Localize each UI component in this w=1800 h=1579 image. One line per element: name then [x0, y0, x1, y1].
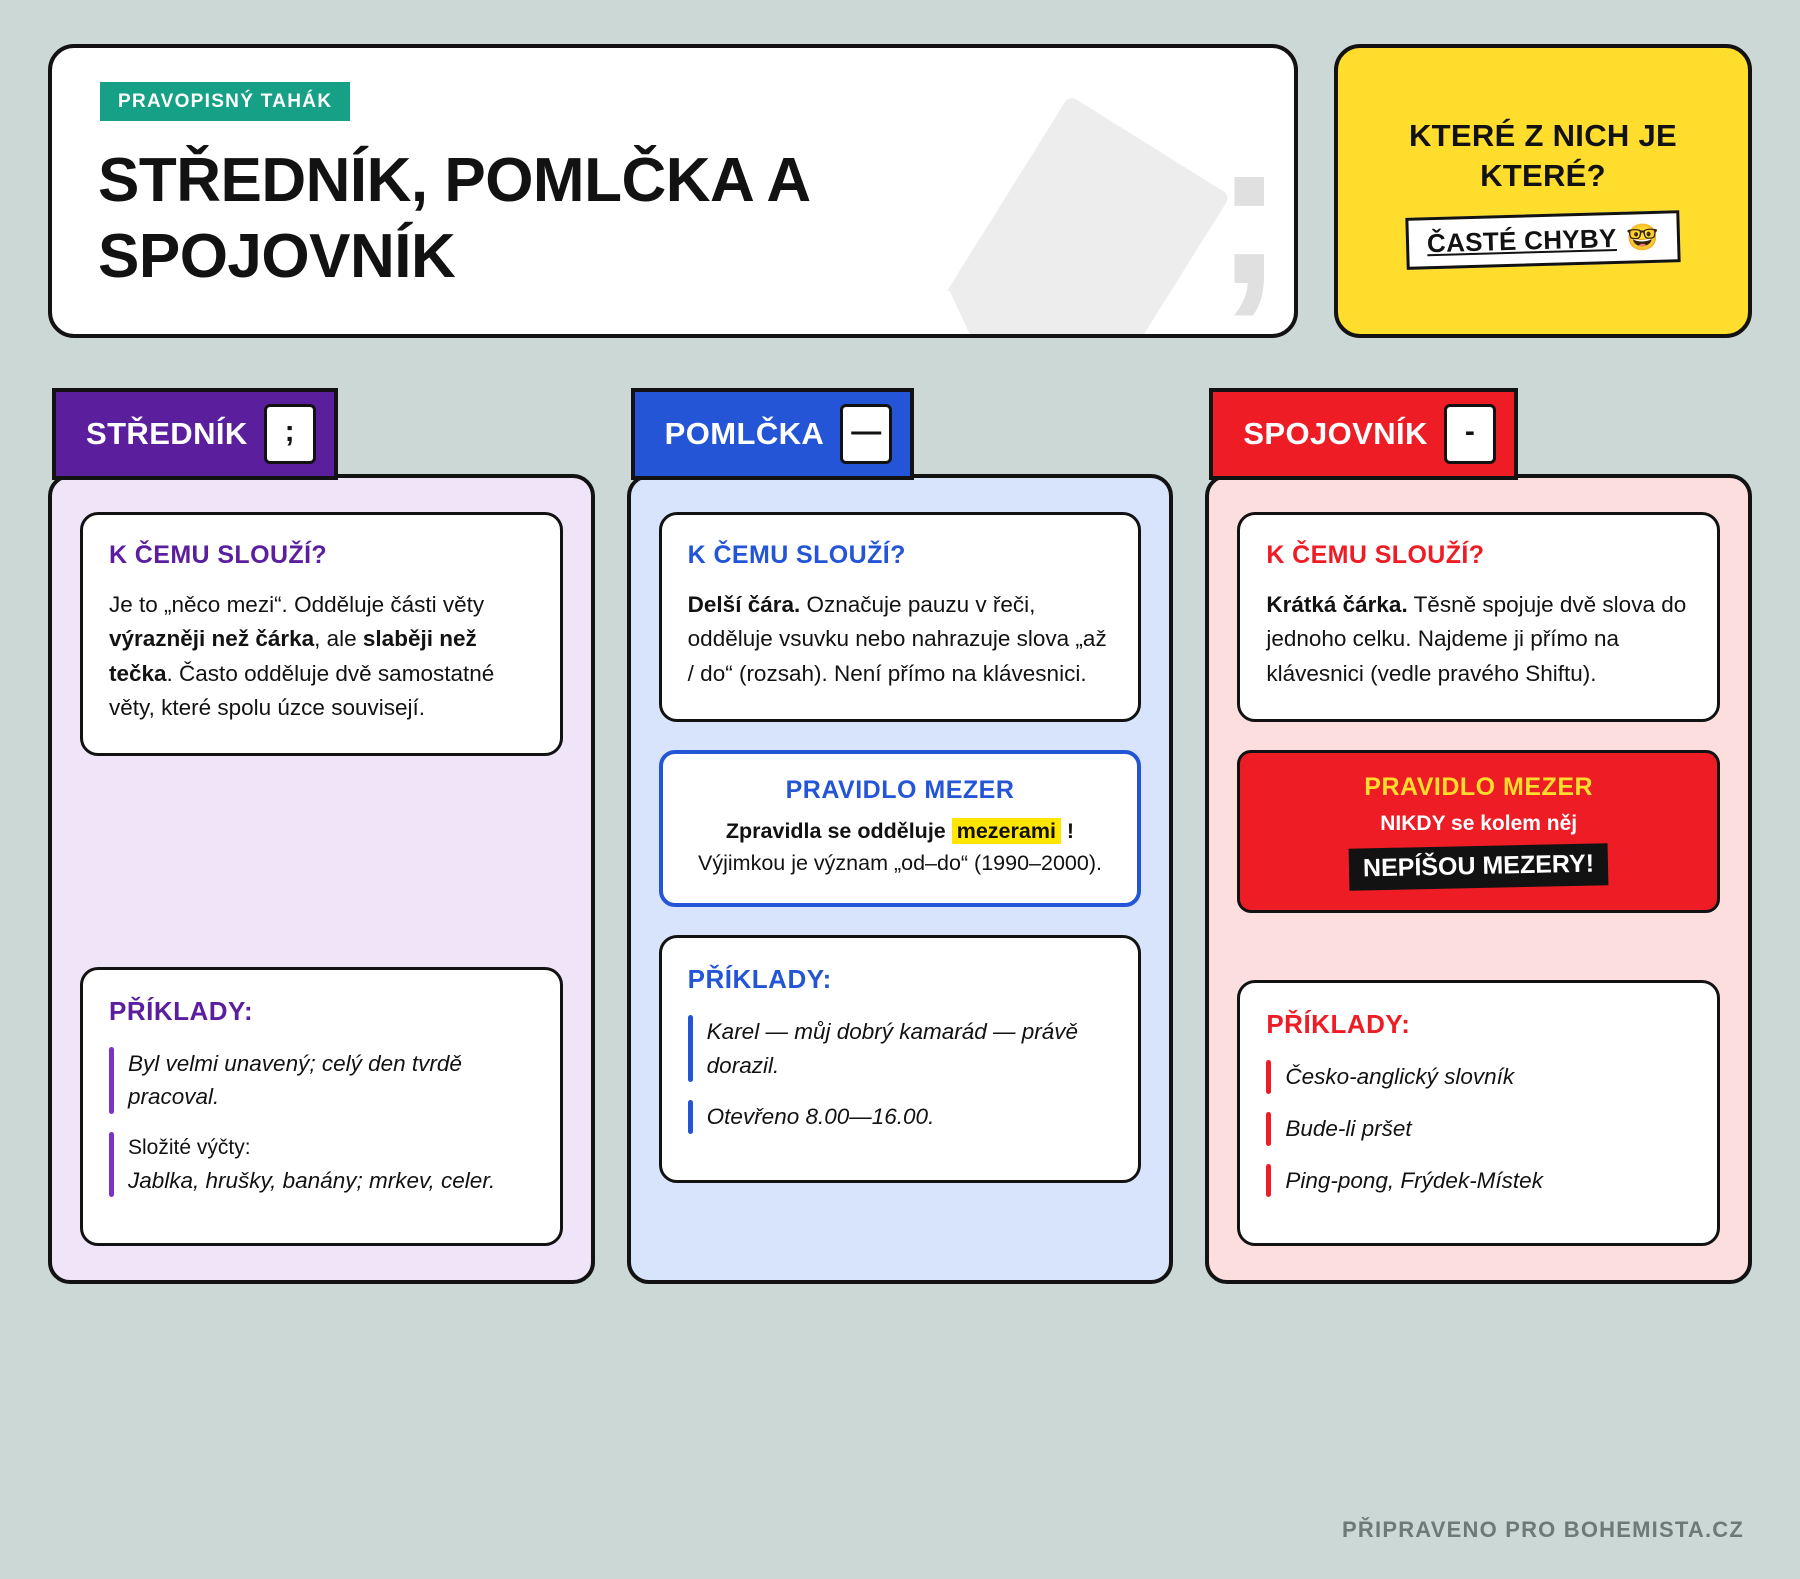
pencil-decoration-icon: [947, 95, 1230, 338]
examples-card-spojovnik: [1237, 980, 1720, 1246]
column-header-strednik: [52, 388, 338, 480]
purpose-heading: K ČEMU SLOUŽÍ?: [687, 541, 906, 570]
list-item: [688, 1015, 1113, 1083]
spacing-rule-card-pomlcka: [659, 750, 1142, 907]
example-text: Bude-li pršet: [1285, 1115, 1412, 1141]
example-text: Byl velmi unavený; celý den tvrdě pracoval.: [128, 1050, 462, 1110]
rule-line-1: [683, 819, 1118, 844]
examples-heading: PŘÍKLADY:: [1266, 1009, 1411, 1039]
list-item: [109, 1047, 534, 1115]
example-text: Karel — můj dobrý kamarád — právě dorazil.: [706, 1018, 1079, 1078]
examples-card-pomlcka: [659, 935, 1142, 1183]
rule-heading: PRAVIDLO MEZER: [1364, 772, 1594, 801]
example-text: Jablka, hrušky, banány; mrkev, celer.: [128, 1167, 496, 1193]
page-title: STŘEDNÍK, POMLČKA A SPOJOVNÍK: [98, 146, 809, 291]
purpose-lead: Krátká čárka.: [1266, 592, 1408, 618]
callout-subtitle: [1405, 210, 1681, 270]
column-title-spojovnik: SPOJOVNÍK: [1243, 416, 1428, 452]
rule-line-2: Výjimkou je význam „od–do“ (1990–2000).: [698, 850, 1102, 875]
header-row: [48, 44, 1752, 338]
column-title-pomlcka: POMLČKA: [664, 416, 825, 452]
list-item: [1266, 1112, 1691, 1146]
list-item: [109, 1132, 534, 1197]
column-body-pomlcka: [627, 474, 1174, 1284]
accent-bar: [109, 1132, 114, 1197]
example-group: [128, 1132, 495, 1197]
purpose-text: Je to „něco mezi“. Odděluje části věty výrazněji než čárka, ale slaběji než tečka. Často odděluje dvě samostatné věty, které spolu úzce souvisejí.: [109, 592, 495, 720]
callout-card: [1334, 44, 1752, 338]
column-strednik: [48, 388, 595, 1284]
semicolon-glyph-icon: ;: [264, 404, 316, 464]
rule-line-2: NEPÍŠOU MEZERY!: [1349, 843, 1609, 890]
purpose-card-pomlcka: [659, 512, 1142, 722]
semicolon-watermark-icon: ;: [1214, 93, 1284, 328]
callout-subtitle-text: ČASTÉ CHYBY: [1426, 222, 1617, 259]
example-text: Otevřeno 8.00—16.00.: [706, 1104, 935, 1130]
purpose-heading: K ČEMU SLOUŽÍ?: [109, 541, 328, 570]
purpose-body: Označuje pauzu v řeči, odděluje vsuvku nebo nahrazuje slova „až / do“ (rozsah). Není přímo na klávesnici.: [687, 592, 1107, 686]
spacing-rule-card-spojovnik: [1237, 750, 1720, 913]
accent-bar: [688, 1015, 693, 1083]
examples-heading: PŘÍKLADY:: [109, 995, 254, 1026]
column-body-strednik: [48, 474, 595, 1284]
hyphen-glyph-icon: -: [1444, 404, 1496, 464]
accent-bar: [1266, 1164, 1271, 1198]
purpose-bold-2: slaběji než tečka: [109, 626, 477, 686]
purpose-card-strednik: [80, 512, 563, 756]
column-header-pomlcka: [631, 388, 915, 480]
rule-line-1: NIKDY se kolem něj: [1380, 811, 1578, 835]
purpose-text: [1266, 588, 1691, 691]
rule-line-1-highlight: mezerami: [952, 818, 1061, 844]
column-pomlcka: [627, 388, 1174, 1284]
examples-card-strednik: [80, 967, 563, 1247]
column-body-spojovnik: [1205, 474, 1752, 1284]
example-label: Složité výčty:: [128, 1136, 251, 1159]
example-text: Ping-pong, Frýdek-Místek: [1285, 1167, 1543, 1193]
purpose-card-spojovnik: [1237, 512, 1720, 722]
list-item: [1266, 1060, 1691, 1094]
purpose-text: [688, 588, 1113, 691]
column-header-spojovnik: [1209, 388, 1517, 480]
purpose-body: Těsně spojuje dvě slova do jednoho celku. Najdeme ji přímo na klávesnici (vedle pravého Shiftu).: [1266, 592, 1687, 686]
example-text: Česko-anglický slovník: [1285, 1064, 1515, 1089]
accent-bar: [109, 1047, 114, 1115]
title-card: [48, 44, 1298, 338]
nerd-face-icon: 🤓: [1626, 221, 1660, 253]
rule-line-1-pre: Zpravidla se odděluje: [725, 818, 946, 843]
footer-credit: PŘIPRAVENO PRO BOHEMISTA.CZ: [1342, 1517, 1744, 1542]
purpose-heading: K ČEMU SLOUŽÍ?: [1266, 541, 1485, 570]
accent-bar: [1266, 1112, 1271, 1146]
column-spojovnik: [1205, 388, 1752, 1284]
em-dash-glyph-icon: —: [840, 404, 892, 464]
rule-heading: PRAVIDLO MEZER: [785, 775, 1015, 804]
list-item: [1266, 1164, 1691, 1198]
purpose-lead: Delší čára.: [687, 592, 801, 618]
column-title-strednik: STŘEDNÍK: [86, 416, 248, 452]
columns-row: [48, 388, 1752, 1284]
rule-line-1-post: !: [1066, 818, 1075, 843]
purpose-bold-1: výrazněji než čárka: [109, 626, 315, 652]
list-item: [688, 1100, 1113, 1134]
accent-bar: [1266, 1060, 1271, 1094]
accent-bar: [688, 1100, 693, 1134]
examples-heading: PŘÍKLADY:: [687, 963, 832, 994]
callout-title: KTERÉ Z NICH JE KTERÉ?: [1408, 118, 1678, 194]
category-badge: PRAVOPISNÝ TAHÁK: [100, 82, 350, 121]
